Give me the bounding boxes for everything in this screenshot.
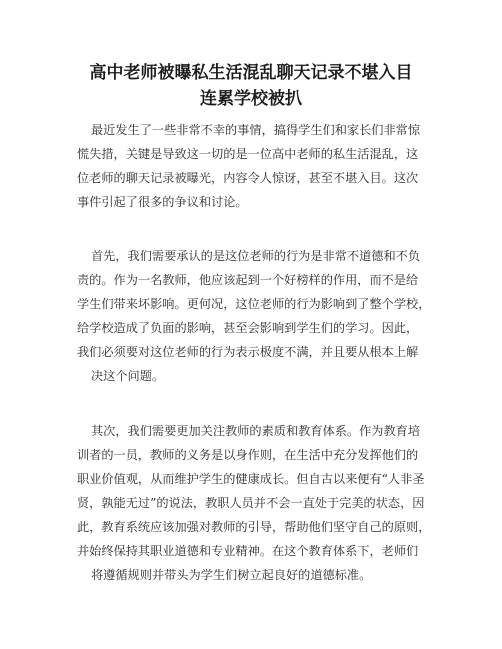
paragraph-3-line-4: 贤，孰能无过”的说法，教职人员并不会一直处于完美的状态，因 — [77, 496, 425, 510]
paragraph-2-line-4: 给学校造成了负面的影响，甚至会影响到学生们的学习。因此， — [77, 321, 419, 335]
paragraph-2-line-1: 首先，我们需要承认的是这位老师的行为是非常不道德和不负 — [91, 249, 421, 263]
paragraph-1-line-3: 位老师的聊天记录被曝光，内容令人惊讶，甚至不堪入目。这次 — [77, 171, 419, 185]
paragraph-2-line-5: 我们必须要对这位老师的行为表示极度不满，并且要从根本上解 — [77, 345, 419, 359]
paragraph-3-line-6: 并始终保持其职业道德和专业精神。在这个教育体系下，老师们 — [77, 544, 419, 558]
paragraph-1-line-2: 慌失措，关键是导致这一切的是一位高中老师的私生活混乱，这 — [77, 147, 419, 161]
paragraph-1-line-4: 事件引起了很多的争议和讨论。 — [77, 195, 248, 209]
paragraph-3-line-5: 此，教育系统应该加强对教师的引导，帮助他们坚守自己的原则， — [77, 520, 431, 534]
paragraph-3-line-3: 职业价值观，从而维护学生的健康成长。但自古以来便有“人非圣 — [77, 472, 425, 486]
document-title-line-2: 连累学校被扒 — [200, 89, 302, 109]
paragraph-2-line-2: 责的。作为一名教师，他应该起到一个好榜样的作用，而不是给 — [77, 273, 419, 287]
paragraph-2-line-3: 学生们带来坏影响。更何况，这位老师的行为影响到了整个学校， — [77, 297, 431, 311]
paragraph-3-line-2: 训者的一员，教师的义务是以身作则，在生活中充分发挥他们的 — [77, 448, 419, 462]
paragraph-3-line-7: 将遵循规则并带头为学生们树立起良好的道德标准。 — [91, 568, 372, 582]
paragraph-1-line-1: 最近发生了一些非常不幸的事情，搞得学生们和家长们非常惊 — [91, 123, 421, 137]
paragraph-3-line-1: 其次，我们需要更加关注教师的素质和教育体系。作为教育培 — [91, 424, 421, 438]
document-title-line-1: 高中老师被曝私生活混乱聊天记录不堪入目 — [89, 63, 413, 83]
paragraph-2-line-6: 决这个问题。 — [91, 369, 165, 383]
